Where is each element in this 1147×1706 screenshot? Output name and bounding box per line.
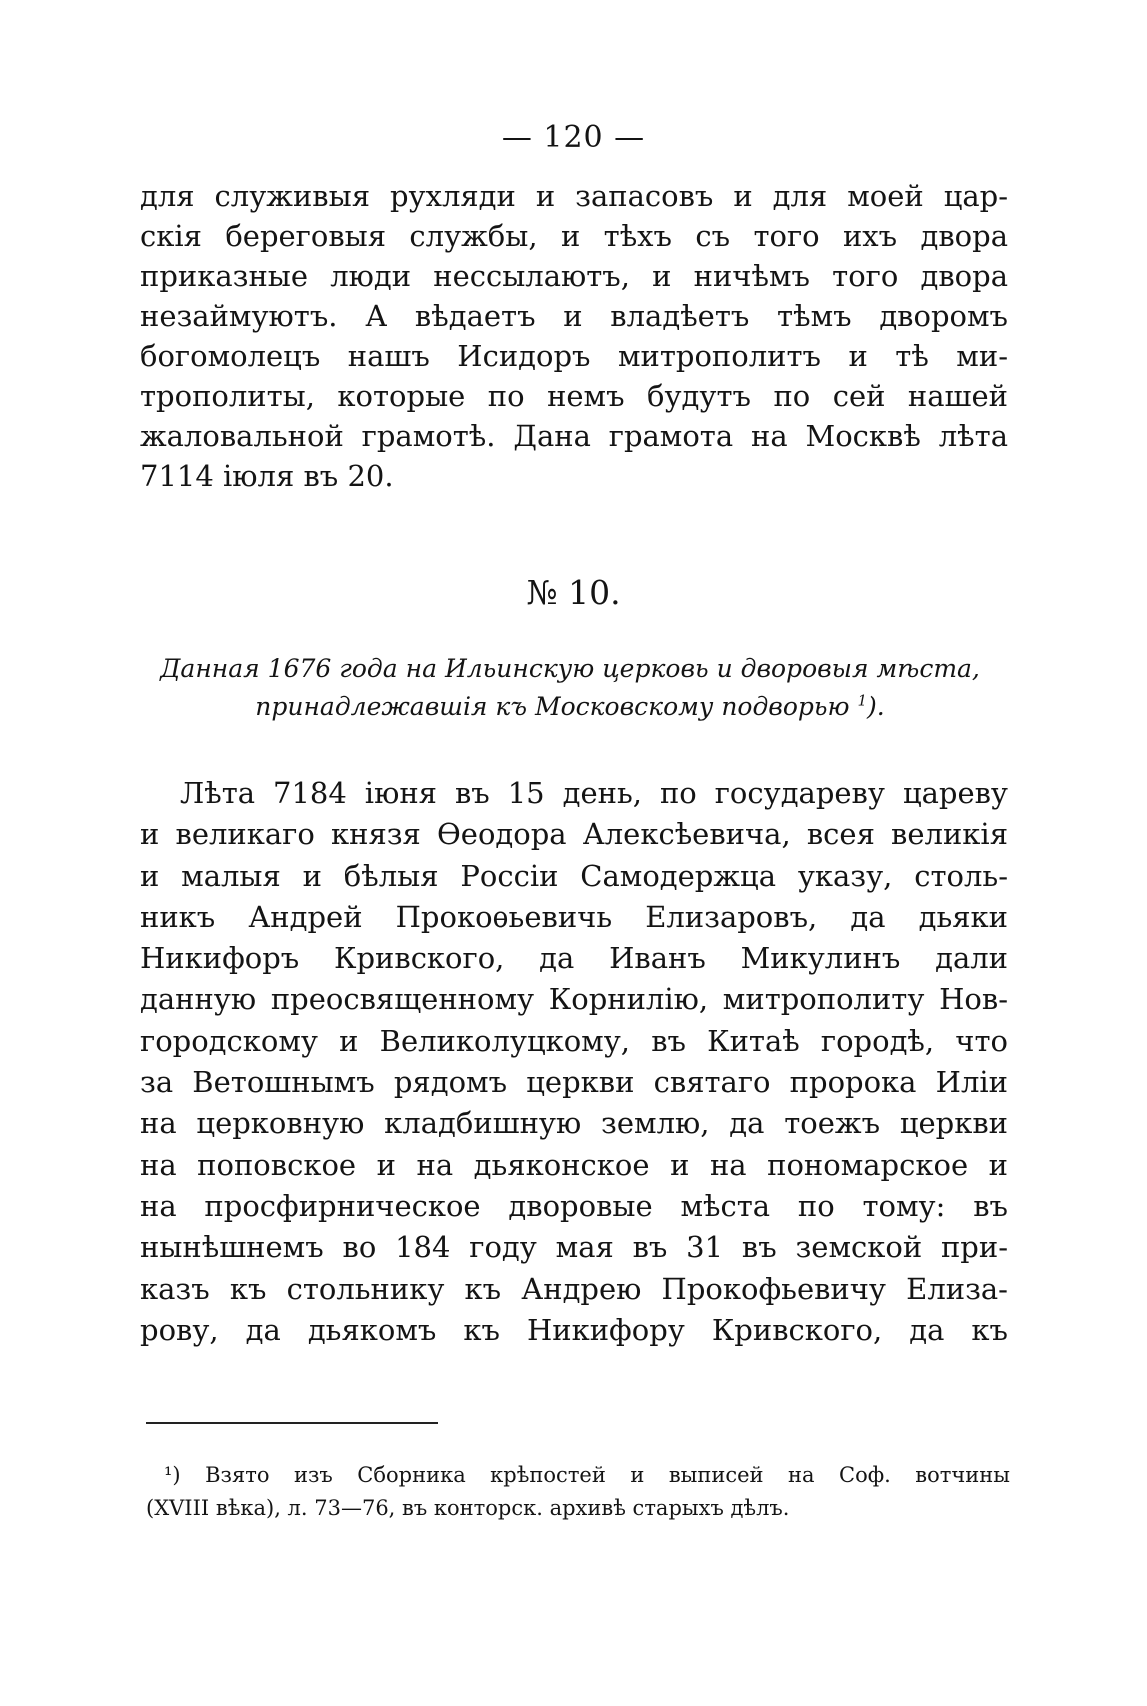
text-line: приказные люди нессылаютъ, и ничѣмъ того двора bbox=[140, 259, 1008, 293]
text-line: и великаго князя Ѳеодора Алексѣевича, всея великія bbox=[140, 817, 1008, 852]
footnote-reference: 1 bbox=[857, 691, 868, 710]
page-number: — 120 — bbox=[501, 120, 646, 155]
text-line: богомолецъ нашъ Исидоръ митрополитъ и тѣ ми- bbox=[140, 339, 1008, 373]
text-line: жаловальной грамотѣ. Дана грамота на Москвѣ лѣта bbox=[140, 419, 1008, 453]
paragraph-main bbox=[140, 773, 1008, 1351]
text-line: за Ветошнымъ рядомъ церкви святаго пророка Иліи bbox=[140, 1065, 1008, 1100]
text-line: 7114 іюля въ 20. bbox=[140, 459, 394, 493]
text-line: скія береговыя службы, и тѣхъ съ того ихъ двора bbox=[140, 219, 1008, 253]
text-line: для служивыя рухляди и запасовъ и для моей цар- bbox=[140, 179, 1008, 213]
text-line: городскому и Великолуцкому, въ Китаѣ городѣ, что bbox=[140, 1023, 1008, 1058]
text-line: Никифоръ Кривского, да Иванъ Микулинъ дали bbox=[140, 941, 1008, 976]
footnote-separator bbox=[146, 1422, 438, 1424]
title-line-2-text: принадлежавшія къ Московскому подворью bbox=[255, 692, 850, 721]
text-line: на церковную кладбишную землю, да тоежъ церкви bbox=[140, 1106, 1008, 1141]
text-line: Лѣта 7184 іюня въ 15 день, по государеву цареву bbox=[180, 776, 1008, 810]
footnote-line-1 bbox=[146, 1459, 1010, 1492]
text-line: трополиты, которые по немъ будутъ по сей нашей bbox=[140, 379, 1008, 413]
footnote-mark: ¹) bbox=[164, 1463, 181, 1487]
footnote-text-1: Взято изъ Сборника крѣпостей и выписей на Соф. вотчины bbox=[205, 1463, 1010, 1487]
title-line-2 bbox=[130, 688, 1010, 726]
footnote-line-2: (XVIII вѣка), л. 73—76, въ конторск. архивѣ старыхъ дѣлъ. bbox=[146, 1496, 790, 1520]
text-line: незаймуютъ. А вѣдаетъ и владѣетъ тѣмъ дворомъ bbox=[140, 299, 1008, 333]
title-line-1: Данная 1676 года на Ильинскую церковь и дворовыя мѣста, bbox=[160, 654, 980, 683]
text-line: данную преосвященному Корнилію, митрополиту Нов- bbox=[140, 982, 1008, 1017]
text-line: казъ къ стольнику къ Андрею Прокофьевичу Елиза- bbox=[140, 1271, 1008, 1306]
text-line: никъ Андрей Прокоѳьевичь Елизаровъ, да дьяки bbox=[140, 899, 1008, 934]
text-line: на просфирническое дворовые мѣста по тому: въ bbox=[140, 1188, 1008, 1223]
document-number-heading: № 10. bbox=[526, 573, 621, 612]
title-line-2-end: ). bbox=[867, 692, 885, 721]
footnote bbox=[146, 1459, 1010, 1525]
text-line: рову, да дьякомъ къ Никифору Кривского, да къ bbox=[140, 1312, 1008, 1347]
paragraph-continued bbox=[140, 176, 1008, 496]
text-line: нынѣшнемъ во 184 году мая въ 31 въ земской при- bbox=[140, 1230, 1008, 1265]
text-line: и малыя и бѣлыя Россіи Самодержца указу, столь- bbox=[140, 858, 1008, 893]
text-line: на поповское и на дьяконское и на пономарское и bbox=[140, 1147, 1008, 1182]
document-title bbox=[130, 650, 1010, 726]
